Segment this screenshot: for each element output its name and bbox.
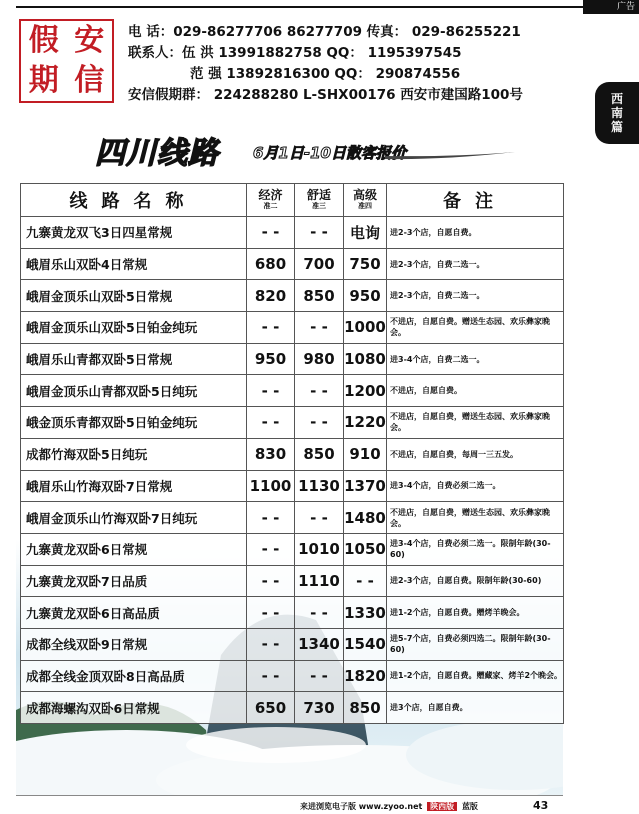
header-route-label: 线路名称 xyxy=(69,191,198,212)
contact-label: 电 话： xyxy=(128,24,174,40)
logo-char: 信 xyxy=(74,63,105,98)
notes-cell: 不进店，自愿自费。 xyxy=(387,375,564,407)
price-economy-cell: - - xyxy=(247,597,295,629)
contact-row xyxy=(128,85,523,106)
route-cell: 九寨黄龙双卧7日品质 xyxy=(21,565,247,597)
contact-row xyxy=(128,64,523,85)
ad-tag: 广告 xyxy=(583,0,639,14)
route-cell: 峨眉乐山双卧4日常规 xyxy=(21,248,247,280)
notes-cell: 不进店，自愿自费，每周一三五发。 xyxy=(387,438,564,470)
table-row xyxy=(21,343,564,375)
title-main: 四川线路 xyxy=(95,136,219,171)
price-table-wrap xyxy=(20,183,563,716)
contact-text: 029-86277706 86277709 传真： 029-86255221 xyxy=(173,24,521,40)
price-economy-cell: - - xyxy=(247,533,295,565)
header-economy-label: 经济 xyxy=(258,188,283,202)
contact-text: 安信假期群： 224288280 L-SHX00176 西安市建国路100号 xyxy=(128,87,523,103)
route-cell: 峨眉金顶乐山双卧5日铂金纯玩 xyxy=(21,312,247,344)
price-premium-cell: 750 xyxy=(344,248,387,280)
price-comfort-cell: 1130 xyxy=(295,470,344,502)
title-sub: 6月1日-10日散客报价 xyxy=(253,144,406,162)
bottom-rule xyxy=(16,795,563,796)
notes-cell: 不进店，自愿自费，赠送生态园、欢乐彝家晚会。 xyxy=(387,407,564,439)
table-row xyxy=(21,660,564,692)
header-notes xyxy=(387,184,564,217)
footer-edition: 蓝版 xyxy=(461,802,478,811)
price-economy-cell: 830 xyxy=(247,438,295,470)
price-comfort-cell: - - xyxy=(295,375,344,407)
contact-label: 联系人： xyxy=(128,45,182,61)
table-row xyxy=(21,280,564,312)
section-tab-char: 西 xyxy=(610,92,623,106)
table-row xyxy=(21,502,564,534)
notes-cell: 不进店，自愿自费。赠送生态园、欢乐彝家晚会。 xyxy=(387,312,564,344)
notes-cell: 进3个店，自愿自费。 xyxy=(387,692,564,724)
notes-cell: 进1-2个店，自愿自费。赠藏家、烤羊2个晚会。 xyxy=(387,660,564,692)
price-comfort-cell: 980 xyxy=(295,343,344,375)
price-economy-cell: - - xyxy=(247,217,295,249)
price-premium-cell: 910 xyxy=(344,438,387,470)
header-comfort-label: 舒适 xyxy=(306,188,331,202)
notes-cell: 进3-4个店，自费必须二选一。 xyxy=(387,470,564,502)
table-row xyxy=(21,533,564,565)
price-economy-cell: - - xyxy=(247,660,295,692)
route-cell: 峨金顶乐青都双卧5日铂金纯玩 xyxy=(21,407,247,439)
section-tab xyxy=(595,82,639,144)
price-comfort-cell: 850 xyxy=(295,438,344,470)
section-tab-char: 篇 xyxy=(610,120,623,134)
price-premium-cell: 950 xyxy=(344,280,387,312)
price-premium-cell: 1050 xyxy=(344,533,387,565)
route-cell: 九寨黄龙双卧6日高品质 xyxy=(21,597,247,629)
swoosh-decoration xyxy=(385,151,515,161)
price-economy-cell: - - xyxy=(247,628,295,660)
footer-text: 来进浏览电子版 www.zyoo.net xyxy=(300,802,423,811)
price-comfort-cell: - - xyxy=(295,660,344,692)
table-header-row xyxy=(21,184,564,217)
logo-char: 假 xyxy=(28,23,59,58)
price-table xyxy=(20,183,564,724)
route-cell: 九寨黄龙双卧6日常规 xyxy=(21,533,247,565)
price-economy-cell: 650 xyxy=(247,692,295,724)
notes-cell: 进1-2个店，自愿自费。赠烤羊晚会。 xyxy=(387,597,564,629)
price-premium-cell: 1370 xyxy=(344,470,387,502)
route-cell: 成都竹海双卧5日纯玩 xyxy=(21,438,247,470)
header-comfort xyxy=(295,184,344,217)
header-comfort-sub: 准三 xyxy=(312,202,326,210)
page-number: 43 xyxy=(533,799,549,812)
price-economy-cell: - - xyxy=(247,502,295,534)
contact-row xyxy=(128,22,523,43)
header-notes-label: 备注 xyxy=(443,191,507,212)
notes-cell: 进3-4个店，自费必须二选一。限制年龄(30-60) xyxy=(387,533,564,565)
contact-row xyxy=(128,43,523,64)
price-economy-cell: - - xyxy=(247,312,295,344)
table-row xyxy=(21,597,564,629)
price-premium-cell: 1330 xyxy=(344,597,387,629)
price-premium-cell: 1200 xyxy=(344,375,387,407)
notes-cell: 进2-3个店，自费二选一。 xyxy=(387,248,564,280)
price-economy-cell: 680 xyxy=(247,248,295,280)
price-comfort-cell: 850 xyxy=(295,280,344,312)
price-premium-cell: 1540 xyxy=(344,628,387,660)
table-row xyxy=(21,628,564,660)
price-economy-cell: 820 xyxy=(247,280,295,312)
top-rule xyxy=(16,6,639,8)
route-cell: 峨眉乐山竹海双卧7日常规 xyxy=(21,470,247,502)
header-premium xyxy=(344,184,387,217)
price-economy-cell: - - xyxy=(247,565,295,597)
route-cell: 成都全线金顶双卧8日高品质 xyxy=(21,660,247,692)
notes-cell: 不进店，自愿自费，赠送生态园、欢乐彝家晚会。 xyxy=(387,502,564,534)
section-tab-char: 南 xyxy=(610,106,623,120)
price-premium-cell: 1000 xyxy=(344,312,387,344)
header-premium-sub: 准四 xyxy=(358,202,372,210)
table-row xyxy=(21,565,564,597)
price-premium-cell: 850 xyxy=(344,692,387,724)
price-comfort-cell: - - xyxy=(295,407,344,439)
table-row xyxy=(21,217,564,249)
contact-text: 伍 洪 13991882758 QQ： 1195397545 xyxy=(182,45,462,61)
price-comfort-cell: - - xyxy=(295,312,344,344)
route-cell: 峨眉金顶乐山竹海双卧7日纯玩 xyxy=(21,502,247,534)
route-cell: 成都海螺沟双卧6日常规 xyxy=(21,692,247,724)
price-comfort-cell: 730 xyxy=(295,692,344,724)
header-economy-sub: 准二 xyxy=(263,202,278,210)
table-row xyxy=(21,407,564,439)
price-premium-cell: 1480 xyxy=(344,502,387,534)
header-route xyxy=(21,184,247,217)
company-logo xyxy=(19,19,114,103)
price-economy-cell: - - xyxy=(247,375,295,407)
notes-cell: 进5-7个店，自费必须四选二。限制年龄(30-60) xyxy=(387,628,564,660)
notes-cell: 进2-3个店，自愿自费。 xyxy=(387,217,564,249)
notes-cell: 进2-3个店，自愿自费。限制年龄(30-60) xyxy=(387,565,564,597)
price-economy-cell: 950 xyxy=(247,343,295,375)
notes-cell: 进3-4个店，自费二选一。 xyxy=(387,343,564,375)
price-comfort-cell: 1010 xyxy=(295,533,344,565)
contact-block xyxy=(128,22,523,106)
price-comfort-cell: - - xyxy=(295,502,344,534)
route-cell: 成都全线双卧9日常规 xyxy=(21,628,247,660)
table-row xyxy=(21,375,564,407)
table-row xyxy=(21,312,564,344)
header-economy xyxy=(247,184,295,217)
table-row xyxy=(21,692,564,724)
price-comfort-cell: - - xyxy=(295,597,344,629)
route-cell: 峨眉乐山青都双卧5日常规 xyxy=(21,343,247,375)
header-premium-label: 高级 xyxy=(352,188,377,202)
price-economy-cell: - - xyxy=(247,407,295,439)
logo-char: 安 xyxy=(74,23,105,58)
price-premium-cell: - - xyxy=(344,565,387,597)
price-comfort-cell: 1110 xyxy=(295,565,344,597)
notes-cell: 进2-3个店，自费二选一。 xyxy=(387,280,564,312)
footer xyxy=(300,801,478,812)
price-economy-cell: 1100 xyxy=(247,470,295,502)
table-row xyxy=(21,248,564,280)
price-premium-cell: 1080 xyxy=(344,343,387,375)
price-comfort-cell: - - xyxy=(295,217,344,249)
table-row xyxy=(21,470,564,502)
logo-char: 期 xyxy=(28,63,59,98)
route-cell: 峨眉金顶乐山双卧5日常规 xyxy=(21,280,247,312)
route-cell: 峨眉金顶乐山青都双卧5日纯玩 xyxy=(21,375,247,407)
footer-brand: 陕西版 xyxy=(427,802,457,811)
price-premium-cell: 1220 xyxy=(344,407,387,439)
page-title xyxy=(95,128,515,172)
price-comfort-cell: 700 xyxy=(295,248,344,280)
contact-text: 范 强 13892816300 QQ： 290874556 xyxy=(190,66,461,82)
price-comfort-cell: 1340 xyxy=(295,628,344,660)
route-cell: 九寨黄龙双飞3日四星常规 xyxy=(21,217,247,249)
price-premium-cell: 电询 xyxy=(344,217,387,249)
price-premium-cell: 1820 xyxy=(344,660,387,692)
table-row xyxy=(21,438,564,470)
